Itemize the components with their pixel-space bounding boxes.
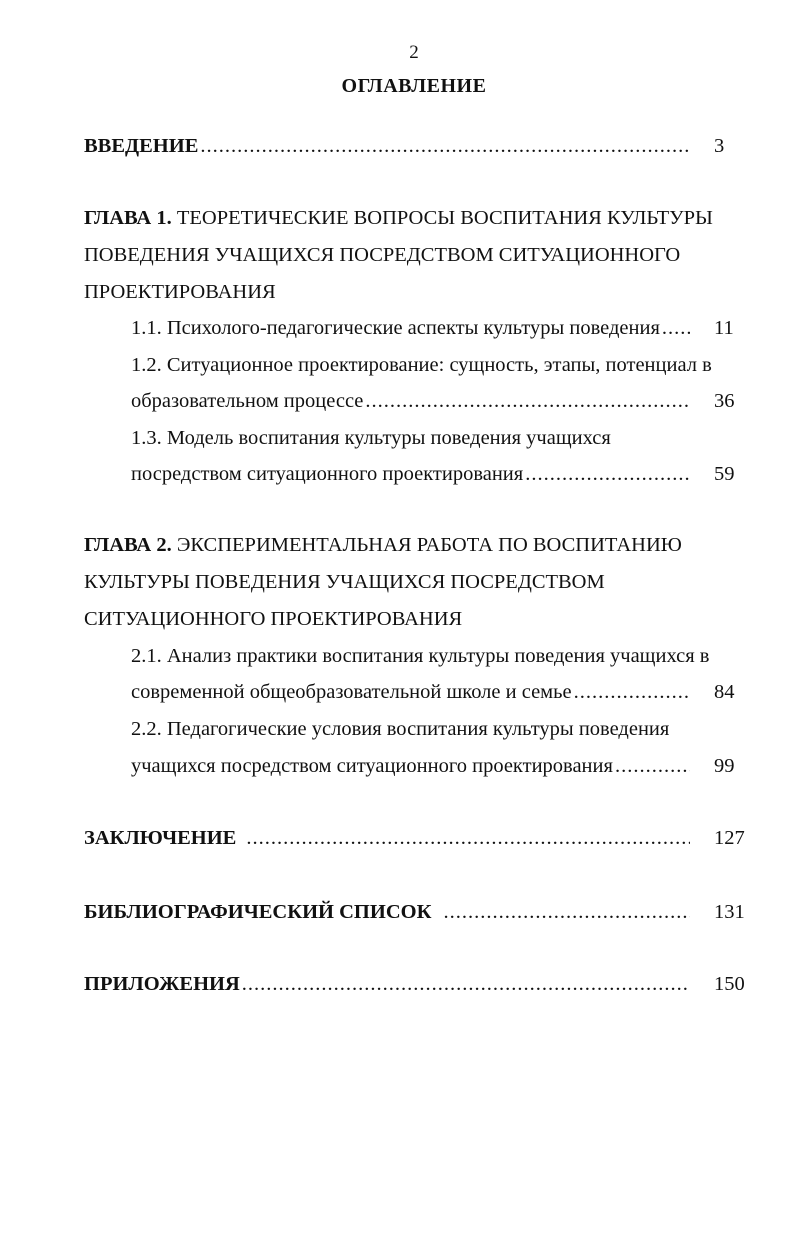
toc-entry-2-1[interactable] <box>131 680 735 704</box>
bibliography-label: БИБЛИОГРАФИЧЕСКИЙ СПИСОК <box>84 901 432 923</box>
toc-entry-2-2[interactable] <box>131 754 735 778</box>
section-1-2-line1[interactable]: 1.2. Ситуационное проектирование: сущность, этапы, потенциал в <box>131 354 712 376</box>
section-2-2-page: 99 <box>714 755 735 777</box>
appendices-label: ПРИЛОЖЕНИЯ <box>84 973 240 995</box>
section-1-1-label: 1.1. Психолого-педагогические аспекты культуры поведения <box>131 317 660 339</box>
chapter2-heading-line3: СИТУАЦИОННОГО ПРОЕКТИРОВАНИЯ <box>84 608 463 630</box>
toc-title: ОГЛАВЛЕНИЕ <box>341 75 487 97</box>
chapter2-title-part1: ЭКСПЕРИМЕНТАЛЬНАЯ РАБОТА ПО ВОСПИТАНИЮ <box>171 534 682 556</box>
toc-entry-introduction[interactable] <box>84 134 725 158</box>
section-1-3-page: 59 <box>714 463 735 485</box>
toc-entry-1-3[interactable] <box>131 462 735 486</box>
toc-entry-bibliography[interactable] <box>84 900 745 924</box>
section-1-2-label: образовательном процессе <box>131 390 364 412</box>
chapter2-prefix: ГЛАВА 2. <box>84 534 172 556</box>
dot-leader <box>242 972 690 996</box>
chapter1-heading-line1[interactable] <box>84 206 713 230</box>
toc-entry-conclusion[interactable] <box>84 826 745 850</box>
toc-entry-1-1[interactable] <box>131 316 734 340</box>
conclusion-page: 127 <box>714 827 745 849</box>
toc-entry-appendices[interactable] <box>84 972 745 996</box>
introduction-label: ВВЕДЕНИЕ <box>84 135 199 157</box>
section-1-1-page: 11 <box>714 317 734 339</box>
dot-leader <box>443 900 690 924</box>
toc-entry-1-2[interactable] <box>131 389 735 413</box>
conclusion-label: ЗАКЛЮЧЕНИЕ <box>84 827 237 849</box>
chapter1-heading-line2: ПОВЕДЕНИЯ УЧАЩИХСЯ ПОСРЕДСТВОМ СИТУАЦИОННОГО <box>84 244 681 266</box>
chapter1-title-part1: ТЕОРЕТИЧЕСКИЕ ВОПРОСЫ ВОСПИТАНИЯ КУЛЬТУРЫ <box>171 207 713 229</box>
introduction-page: 3 <box>714 135 725 157</box>
dot-leader <box>574 680 690 704</box>
chapter2-heading-line2: КУЛЬТУРЫ ПОВЕДЕНИЯ УЧАЩИХСЯ ПОСРЕДСТВОМ <box>84 571 605 593</box>
chapter1-prefix: ГЛАВА 1. <box>84 207 172 229</box>
section-1-3-label: посредством ситуационного проектирования <box>131 463 524 485</box>
section-1-3-line1[interactable]: 1.3. Модель воспитания культуры поведения учащихся <box>131 427 611 449</box>
section-2-1-line1[interactable]: 2.1. Анализ практики воспитания культуры поведения учащихся в <box>131 645 710 667</box>
dot-leader <box>246 826 690 850</box>
section-2-2-line1[interactable]: 2.2. Педагогические условия воспитания культуры поведения <box>131 718 670 740</box>
dot-leader <box>662 316 690 340</box>
dot-leader <box>525 462 690 486</box>
section-2-1-label: современной общеобразовательной школе и семье <box>131 681 572 703</box>
dot-leader <box>615 754 690 778</box>
dot-leader <box>200 134 690 158</box>
bibliography-page: 131 <box>714 901 745 923</box>
chapter2-heading-line1[interactable] <box>84 533 682 557</box>
dot-leader <box>365 389 690 413</box>
section-2-2-label: учащихся посредством ситуационного проектирования <box>131 755 613 777</box>
section-2-1-page: 84 <box>714 681 735 703</box>
appendices-page: 150 <box>714 973 745 995</box>
page-number: 2 <box>409 42 419 63</box>
section-1-2-page: 36 <box>714 390 735 412</box>
chapter1-heading-line3: ПРОЕКТИРОВАНИЯ <box>84 281 276 303</box>
